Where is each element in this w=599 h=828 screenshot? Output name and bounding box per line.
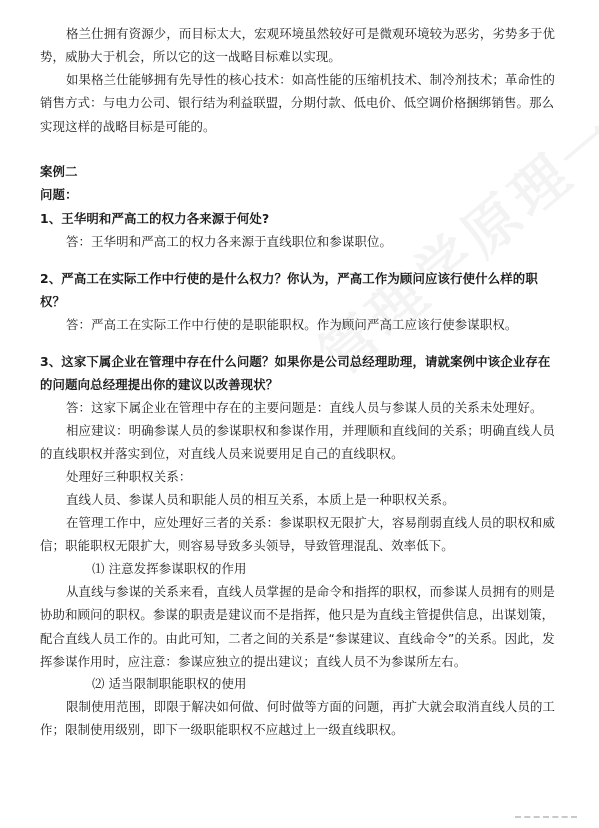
subheading-functional-authority: ⑵ 适当限制职能职权的使用: [92, 676, 247, 691]
functional-limit-paragraph: 限制使用范围，即限于解决如何做、何时做等方面的问题，再扩大就会取消直线人员的工作；限制使用级别，即下一级职能职权不应越过上一级直线职权。: [40, 699, 556, 738]
staff-line-relation-paragraph: 从直线与参谋的关系来看，直线人员掌握的是命令和指挥的职权，而参谋人员拥有的则是协助和顾问的职权。参谋的职责是建议而不是指挥，他只是为直线主管提供信息，出谋划策，配合直线人员工作的。由此可知，二者之间的关系是“参谋建议、直线命令”的关系。因此，发挥参谋作用时，应注意：参谋应独立的提出建议；直线人员不为参谋所左右。: [40, 584, 556, 669]
subheading-staff-authority: ⑴ 注意发挥参谋职权的作用: [92, 561, 247, 576]
questions-label: 问题：: [40, 187, 78, 202]
question-3: 3、这家下属企业在管理中存在什么问题？如果你是公司总经理助理，请就案例中该企业存在的问题向总经理提出你的建议以改善现状？: [40, 354, 551, 393]
suggestion-paragraph: 相应建议：明确参谋人员的参谋职权和参谋作用，并理顺和直线间的关系；明确直线人员的直线职权并落实到位，对直线人员来说要用足自己的直线职权。: [40, 423, 556, 462]
answer-1: 答：王华明和严高工的权力各来源于直线职位和参谋职位。: [66, 234, 393, 249]
question-1: 1、王华明和严高工的权力各来源于何处?: [40, 211, 270, 226]
management-relation-paragraph: 在管理工作中，应处理好三者的关系：参谋职权无限扩大，容易削弱直线人员的职权和威信；职能职权无限扩大，则容易导致多头领导，导致管理混乱、效率低下。: [40, 515, 556, 554]
three-authority-heading: 处理好三种职权关系：: [66, 469, 192, 484]
answer-2: 答：严高工在实际工作中行使的是职能职权。作为顾问严高工应该行使参谋职权。: [66, 317, 518, 332]
paragraph-granz-condition: 如果格兰仕能够拥有先导性的核心技术：如高性能的压缩机技术、制冷剂技术；革命性的销售方式：与电力公司、银行结为利益联盟，分期付款、低电价、低空调价格捆绑销售。那么实现这样的战略目标是可能的。: [40, 72, 556, 134]
footer-mark: [515, 816, 577, 825]
paragraph-granz-conclusion: 格兰仕拥有资源少，而目标太大，宏观环境虽然较好可是微观环境较为恶劣，劣势多于优势，威胁大于机会，所以它的这一战略目标难以实现。: [40, 26, 556, 65]
case-title: 案例二: [40, 164, 78, 179]
question-2: 2、严高工在实际工作中行使的是什么权力？你认为，严高工作为顾问应该行使什么样的职权？: [40, 271, 538, 310]
answer-3: 答：这家下属企业在管理中存在的主要问题是：直线人员与参谋人员的关系未处理好。: [66, 400, 543, 415]
authority-relation-paragraph: 直线人员、参谋人员和职能人员的相互关系，本质上是一种职权关系。: [66, 492, 455, 507]
